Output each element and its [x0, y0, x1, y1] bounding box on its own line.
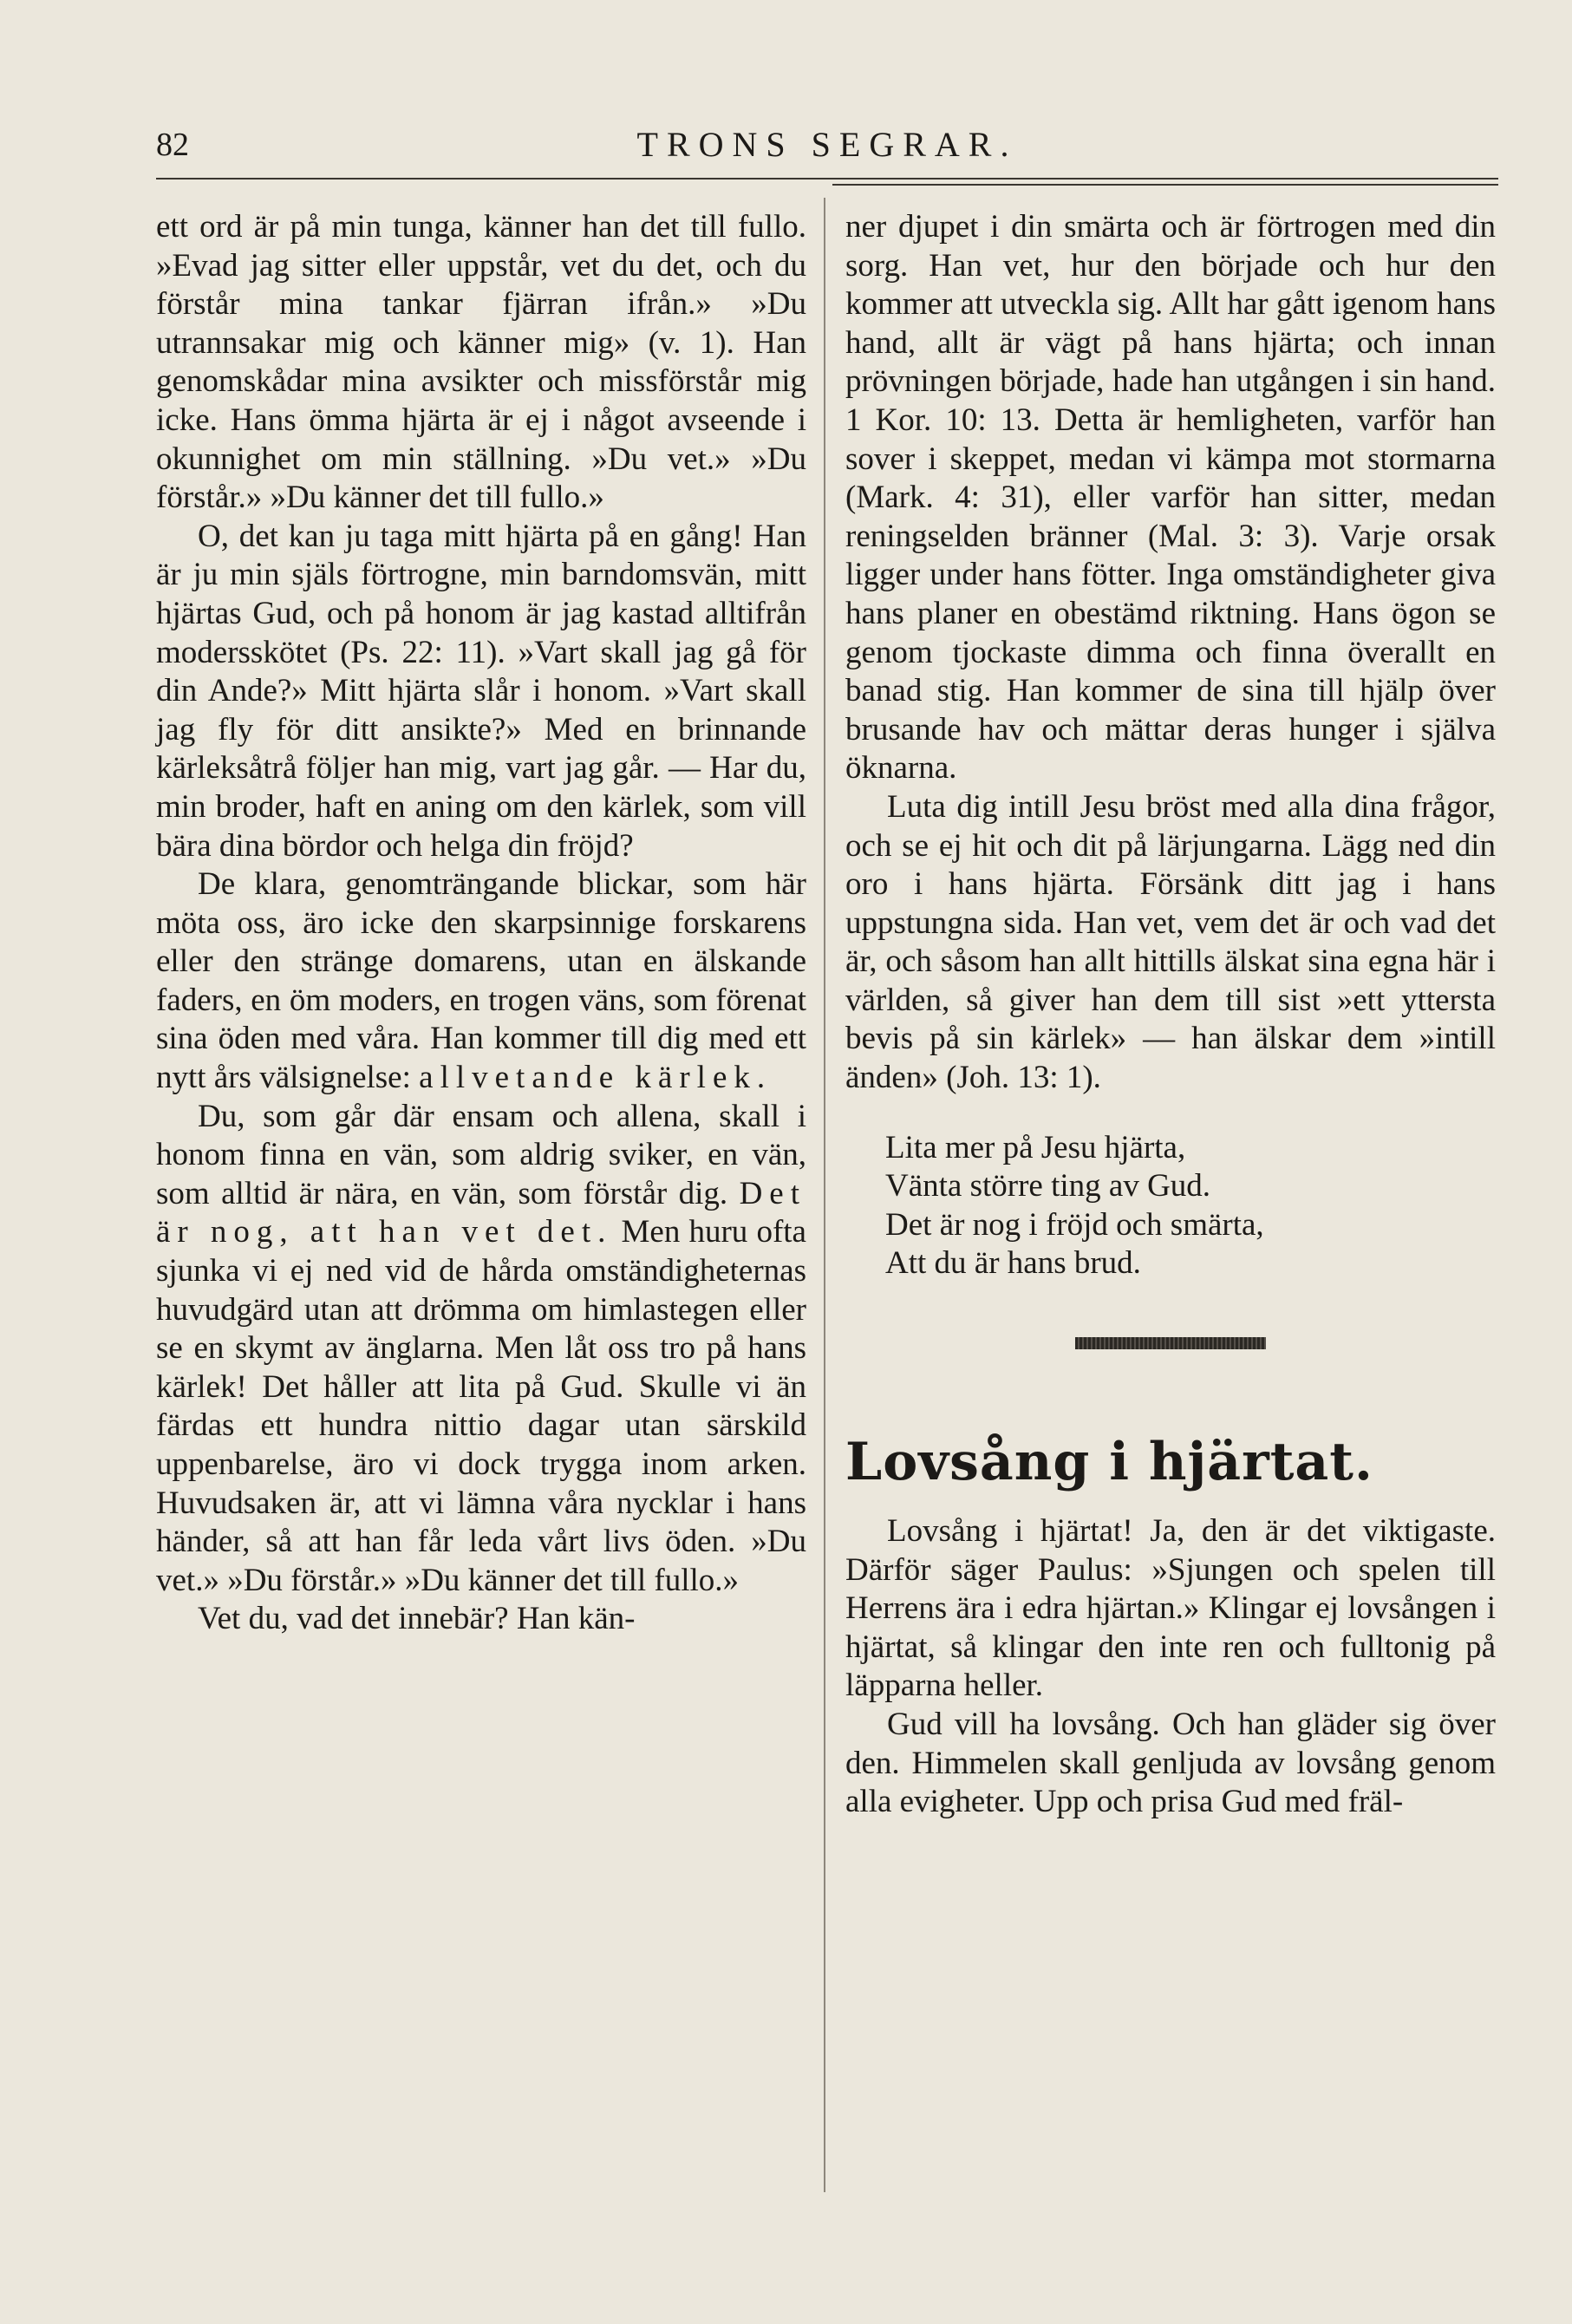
paragraph-text: Du, som går där ensam och allena, skall i honom finna en vän, som aldrig sviker, en vän, som alltid är nära, en vän, som förstår dig. [156, 1098, 806, 1211]
column-divider [824, 198, 825, 2192]
paragraph [156, 1098, 806, 1601]
running-title: TRONS SEGRAR. [636, 125, 1018, 164]
page-header [156, 123, 1498, 166]
page-number: 82 [156, 127, 189, 163]
header-rule [156, 178, 1498, 180]
paragraph: Lovsång i hjärtat! Ja, den är det viktigaste. Därför säger Paulus: »Sjungen och spelen till Herrens ära i edra hjärtan.» Klingar ej lovsången i hjärtat, så klingar den inte ren och fulltonig på läpparna heller. [845, 1513, 1496, 1704]
paragraph: ett ord är på min tunga, känner han det till fullo. »Evad jag sitter eller uppstår, vet du det, och du förstår mina tankar fjärran ifrån.» »Du utrannsakar mig och känner mig» (v. 1). Han genomskådar mina avsikter och missförstår mig icke. Hans ömma hjärta är ej i något avseende i okunnighet om min ställning. »Du vet.» »Du förstår.» »Du känner det till fullo.» [156, 209, 806, 516]
paragraph-text: Men huru ofta sjunka vi ej ned vid de hårda omständigheternas huvudgärd utan att drömma om himlastegen eller se en skymt av änglarna. Men låt oss tro på hans kärlek! Det håller att lita på Gud. Skulle vi än färdas ett hundra nittio dagar utan särskild uppenbarelse, äro vi dock trygga inom arken. Huvudsaken är, att vi lämna våra nycklar i hans händer, så att han får leda vårt livs öden. »Du vet.» »Du förstår.» »Du känner det till fullo.» [156, 1214, 806, 1598]
paragraph: Luta dig intill Jesu bröst med alla dina frågor, och se ej hit och dit på lärjungarna. Lägg ned din oro i hans hjärta. Försänk ditt jag i hans uppstungna sida. Han vet, vem det är och vad det är, och såsom han allt hittills älskat sina egna här i världen, så giver han dem till sist »ett yttersta bevis på sin kärlek» — han älskar dem »intill änden» (Joh. 13: 1). [845, 788, 1496, 1096]
paragraph [156, 865, 806, 1098]
poem-line: Det är nog i fröjd och smärta, [885, 1206, 1264, 1243]
emphasized-text: Det är nog, att han vet det. [156, 1175, 806, 1250]
poem [885, 1129, 1496, 1283]
paragraph-text: De klara, genomträngande blickar, som här möta oss, äro icke den skarpsinnige forskarens eller den stränge domarens, utan en älskande faders, en öm moders, en trogen väns, som förenat sina öden med våra. Han kommer till dig med ett nytt års välsignelse: [156, 866, 806, 1096]
paragraph: O, det kan ju taga mitt hjärta på en gång! Han är ju min själs förtrogne, min barndomsvän, mitt hjärtas Gud, och på honom är jag kastad alltifrån modersskötet (Ps. 22: 11). »Vart skall jag gå för din Ande?» Mitt hjärta slår i honom. »Vart skall jag fly för ditt ansikte?» Med en brinnande kärleksåtrå följer han mig, vart jag går. — Har du, min broder, haft en aning om den kärlek, som vill bära dina bördor och helga din fröjd? [156, 518, 806, 864]
section-divider [1075, 1337, 1266, 1349]
paragraph: Gud vill ha lovsång. Och han gläder sig över den. Himmelen skall genljuda av lovsång genom alla evigheter. Upp och prisa Gud med fräl- [845, 1707, 1496, 1820]
section-body [845, 1512, 1496, 1822]
paragraph: ner djupet i din smärta och är förtrogen med din sorg. Han vet, hur den började och hur den kommer att utveckla sig. Allt har gått igenom hans hand, allt är vägt på hans hjärta; och innan prövningen började, hade han utgången i sin hand. 1 Kor. 10: 13. Detta är hemligheten, varför han sover i skeppet, medan vi kämpa mot stormarna (Mark. 4: 31), eller varför han sitter, medan reningselden bränner (Mal. 3: 3). Varje orsak ligger under hans fötter. Inga omständigheter giva hans planer en obestämd riktning. Hans ögon se genom tjockaste dimma och finna överallt en banad stig. Han kommer de sina till hjälp över brusande hav och mättar deras hunger i själva öknarna. [845, 209, 1496, 787]
paragraph: Vet du, vad det innebär? Han kän- [198, 1601, 636, 1637]
poem-line: Lita mer på Jesu hjärta, [885, 1129, 1186, 1165]
right-column [845, 208, 1496, 1822]
emphasized-text: allvetande kärlek. [419, 1060, 773, 1096]
left-column [156, 208, 806, 1639]
section-title: Lovsång i hjärtat. [845, 1432, 1373, 1493]
poem-line: Att du är hans brud. [885, 1245, 1141, 1282]
poem-line: Vänta större ting av Gud. [885, 1168, 1211, 1204]
header-rule-double [832, 184, 1498, 186]
